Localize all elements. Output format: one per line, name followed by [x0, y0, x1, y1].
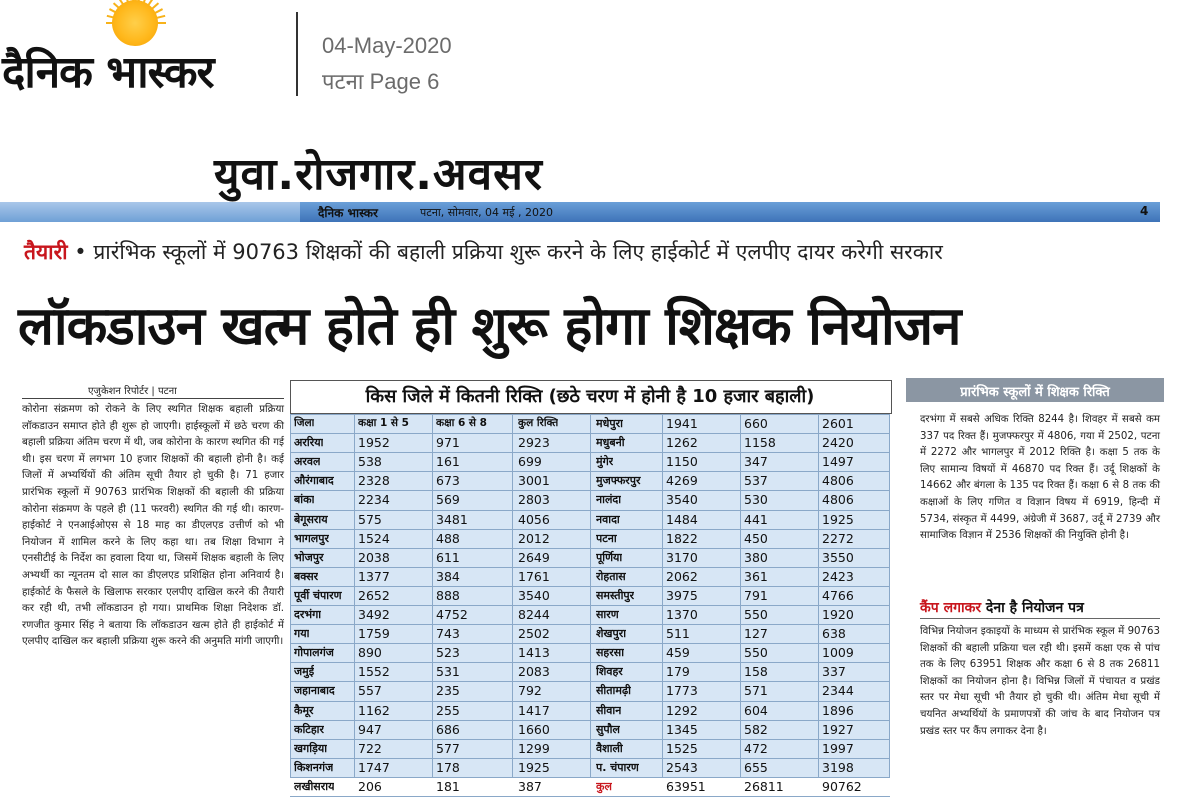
table-column-rule	[354, 414, 355, 778]
table-cell: जहानाबाद	[294, 684, 335, 698]
table-cell: 2601	[822, 416, 854, 431]
table-cell: दरभंगा	[294, 608, 322, 621]
table-cell: 4269	[666, 473, 698, 489]
headline: लॉकडाउन खत्म होते ही शुरू होगा शिक्षक नियोजन	[18, 296, 961, 357]
table-cell: 2543	[666, 759, 698, 775]
table-cell: 255	[436, 702, 460, 718]
kicker	[24, 238, 943, 266]
table-cell: 8244	[518, 607, 550, 622]
table-cell: 1292	[666, 702, 698, 718]
table-cell: 2083	[518, 664, 550, 680]
table-cell: 450	[744, 530, 768, 546]
table-cell: 1150	[666, 454, 698, 470]
table-cell: 1927	[822, 721, 854, 737]
table-cell: 1896	[822, 702, 854, 718]
table-cell: 161	[436, 454, 460, 470]
table-cell: 181	[436, 778, 460, 794]
table-cell: 337	[822, 664, 846, 680]
table-cell: मधेपुरा	[596, 417, 623, 430]
table-cell: 530	[744, 492, 768, 508]
sidebar-body-2: विभिन्न नियोजन इकाइयों के माध्यम से प्रारंभिक स्कूल में 90763 शिक्षकों की बहाली प्रक्रिया चल रही थी। इसमें कक्षा एक से पांच तक के लिए 63951 शिक्षक और कक्षा 6 से 8 तक 26811 शिक्षकों का नियोजन होना है। विभिन्न जिलों में पंचायत व प्रखंड स्तर पर मेधा सूची भी तैयार हो चुकी थी। अंतिम मेधा सूची में चयनित अभ्यर्थियों के प्रमाणपत्रों की जांच के बाद नियोजन पत्र प्रखंड स्तर पर कैंप लगाकर देना है।	[920, 626, 1160, 737]
table-cell: 1158	[744, 435, 776, 451]
table-cell: किशनगंज	[294, 760, 334, 774]
table-cell: 1925	[518, 759, 550, 775]
table-cell: शेखपुरा	[596, 627, 627, 641]
table-cell: 179	[666, 664, 690, 680]
table-column-rule	[290, 414, 291, 778]
table-column-rule	[590, 414, 591, 778]
table-cell: 699	[518, 454, 542, 470]
table-cell: 2272	[822, 530, 854, 546]
table-cell: जिला	[294, 417, 315, 429]
table-cell: 3975	[666, 587, 698, 603]
table-cell: 361	[744, 568, 768, 584]
table-cell: 511	[666, 626, 690, 642]
table-cell: 1370	[666, 607, 698, 622]
band-publication: दैनिक भास्कर	[318, 206, 378, 220]
table-cell: 1761	[518, 568, 550, 584]
table-cell: 2234	[358, 492, 390, 508]
table-cell: 2423	[822, 568, 854, 584]
table-cell: 380	[744, 549, 768, 565]
table-cell: कुल रिक्ति	[518, 417, 559, 429]
table-cell: 791	[744, 587, 768, 603]
table-cell: 743	[436, 626, 460, 642]
table-cell: कक्षा 6 से 8	[436, 417, 487, 429]
table-cell: 2803	[518, 492, 550, 508]
table-cell: 2062	[666, 568, 698, 584]
table-cell: 2652	[358, 587, 390, 603]
table-cell: 1997	[822, 740, 854, 756]
table-cell: 3540	[666, 492, 698, 508]
table-cell: 4766	[822, 587, 854, 603]
table-cell: 441	[744, 511, 768, 527]
table-cell: 63951	[666, 778, 706, 794]
table-cell: 384	[436, 568, 460, 584]
edition-date: 04-May-2020	[322, 33, 452, 58]
table-cell: बेगूसराय	[294, 512, 328, 526]
subhead-rest: देना है नियोजन पत्र	[981, 600, 1084, 616]
table-cell: सहरसा	[596, 646, 625, 660]
table-cell: 1484	[666, 511, 698, 527]
table-cell: 4806	[822, 492, 854, 508]
table-cell: कटिहार	[294, 722, 325, 736]
table-title: किस जिले में कितनी रिक्ति (छठे चरण में होनी है 10 हजार बहाली)	[365, 386, 815, 407]
table-cell: भागलपुर	[294, 531, 329, 545]
table-cell: 127	[744, 626, 768, 642]
table-cell: 1941	[666, 416, 698, 431]
table-cell: अरवल	[294, 455, 321, 469]
table-cell: 2038	[358, 549, 390, 565]
masthead-logo	[0, 0, 290, 100]
table-cell: 178	[436, 759, 460, 775]
table-cell: 26811	[744, 778, 784, 794]
table-cell: 90762	[822, 778, 862, 794]
logo-text: दैनिक भास्कर	[2, 47, 214, 98]
table-cell: 2420	[822, 435, 854, 451]
table-cell: बांका	[294, 493, 315, 507]
table-cell: 2328	[358, 473, 390, 489]
table-cell: 604	[744, 702, 768, 718]
table-cell: 4806	[822, 473, 854, 489]
table-column-rule	[432, 414, 433, 778]
table-cell: 3550	[822, 549, 854, 565]
table-cell: 571	[744, 683, 768, 699]
table-cell: 3198	[822, 759, 854, 775]
table-cell: 557	[358, 683, 382, 699]
table-cell: 550	[744, 645, 768, 661]
table-cell: 1525	[666, 740, 698, 756]
table-column-rule	[512, 414, 513, 778]
sidebar-subhead	[920, 598, 1084, 617]
table-cell: 947	[358, 721, 382, 737]
table-cell: 1299	[518, 740, 550, 756]
table-cell: 1262	[666, 435, 698, 451]
table-cell: 660	[744, 416, 768, 431]
table-cell: मधुबनी	[596, 436, 625, 450]
table-cell: 1822	[666, 530, 698, 546]
table-cell: 1524	[358, 530, 390, 546]
table-cell: 1925	[822, 511, 854, 527]
byline-rule	[22, 398, 284, 399]
table-cell: 971	[436, 435, 460, 451]
table-cell: रोहतास	[596, 569, 626, 583]
table-cell: 387	[518, 778, 542, 794]
sidebar-title: प्रारंभिक स्कूलों में शिक्षक रिक्ति	[960, 385, 1110, 400]
table-cell: सीवान	[596, 703, 622, 717]
table-cell: 888	[436, 587, 460, 603]
table-cell: 1952	[358, 435, 390, 451]
table-cell: 3540	[518, 587, 550, 603]
section-title: युवा.रोजगार.अवसर	[214, 149, 543, 200]
table-cell: 792	[518, 683, 542, 699]
table-cell: गया	[294, 627, 310, 641]
table-cell: नवादा	[596, 512, 620, 526]
table-cell: 206	[358, 778, 382, 794]
table-cell: 673	[436, 473, 460, 489]
table-cell: प. चंपारण	[596, 760, 639, 774]
table-cell: 235	[436, 683, 460, 699]
table-cell: 1773	[666, 683, 698, 699]
table-column-rule	[740, 414, 741, 778]
table-cell: 1759	[358, 626, 390, 642]
table-cell: मुजफ्फरपुर	[596, 474, 641, 488]
table-cell: पटना	[596, 531, 617, 545]
byline: एजुकेशन रिपोर्टर | पटना	[88, 386, 177, 397]
table-cell: 582	[744, 721, 768, 737]
table-cell: 1552	[358, 664, 390, 680]
table-cell: लखीसराय	[294, 779, 335, 793]
table-cell: 459	[666, 645, 690, 661]
table-column-rule	[818, 414, 819, 778]
table-column-rule	[889, 414, 890, 778]
kicker-text: • प्रारंभिक स्कूलों में 90763 शिक्षकों की बहाली प्रक्रिया शुरू करने के लिए हाईकोर्ट में एलपीए दायर करेगी सरकार	[67, 240, 943, 264]
table-cell: वैशाली	[596, 741, 623, 755]
table-cell: कक्षा 1 से 5	[358, 417, 409, 429]
header-band-accent	[0, 202, 300, 222]
table-cell: 1920	[822, 607, 854, 622]
table-cell: 158	[744, 664, 768, 680]
table-cell: खगड़िया	[294, 741, 328, 755]
table-cell: 569	[436, 492, 460, 508]
table-cell: पूर्णिया	[596, 550, 623, 564]
table-cell: कैमूर	[294, 703, 314, 717]
table-cell: 550	[744, 607, 768, 622]
table-cell: 2502	[518, 626, 550, 642]
table-cell: नालंदा	[596, 493, 622, 507]
table-cell: 722	[358, 740, 382, 756]
table-cell: अररिया	[294, 436, 324, 450]
table-cell: समस्तीपुर	[596, 588, 635, 602]
table-cell: 538	[358, 454, 382, 470]
table-cell: गोपालगंज	[294, 646, 334, 660]
table-cell: सारण	[596, 608, 619, 621]
table-cell: कुल	[596, 779, 612, 793]
table-cell: 1377	[358, 568, 390, 584]
table-cell: 1497	[822, 454, 854, 470]
subhead-rule	[920, 618, 1160, 619]
table-cell: 1417	[518, 702, 550, 718]
table-cell: 655	[744, 759, 768, 775]
table-column-rule	[662, 414, 663, 778]
table-cell: 575	[358, 511, 382, 527]
table-cell: 2344	[822, 683, 854, 699]
table-cell: 1660	[518, 721, 550, 737]
table-cell: 523	[436, 645, 460, 661]
table-cell: 1162	[358, 702, 390, 718]
table-cell: मुंगेर	[596, 455, 614, 469]
table-cell: 472	[744, 740, 768, 756]
masthead-divider	[296, 12, 298, 96]
table-cell: 638	[822, 626, 846, 642]
band-place-date: पटना, सोमवार, 04 मई , 2020	[420, 206, 554, 219]
table-cell: सीतामढ़ी	[596, 684, 632, 698]
table-cell: 2923	[518, 435, 550, 451]
table-cell: 1345	[666, 721, 698, 737]
table-cell: 3492	[358, 607, 390, 622]
table-cell: 537	[744, 473, 768, 489]
table-cell: 2649	[518, 549, 550, 565]
table-cell: 488	[436, 530, 460, 546]
table-cell: शिवहर	[596, 665, 623, 679]
table-cell: 686	[436, 721, 460, 737]
edition-page: पटना Page 6	[322, 69, 440, 94]
table-cell: औरंगाबाद	[294, 474, 334, 488]
table-cell: 1747	[358, 759, 390, 775]
table-cell: 577	[436, 740, 460, 756]
sidebar-body: दरभंगा में सबसे अधिक रिक्ति 8244 है। शिवहर में सबसे कम 337 पद रिक्त हैं। मुजफ्फरपुर में 4806, गया में 2502, पटना में 2272 और भागलपुर में 2012 रिक्ति है। कक्षा 5 तक के लिए सामान्य विषयों में 46870 पद रिक्त हैं। उर्दू शिक्षकों के 14662 और बंगला के 135 पद रिक्त हैं। कक्षा 6 से 8 तक की कक्षाओं के लिए गणित व विज्ञान विषय में 6919, हिन्दी में 5734, संस्कृत में 4499, अंग्रेजी में 3687, उर्दू में 2739 और सामाजिक विज्ञान में 2536 शिक्षकों की नियुक्ति होनी है।	[920, 414, 1160, 542]
kicker-tag: तैयारी	[24, 240, 68, 264]
table-cell: 890	[358, 645, 382, 661]
table-cell: 4056	[518, 511, 550, 527]
story-body: कोरोना संक्रमण को रोकने के लिए स्थगित शिक्षक बहाली प्रक्रिया लॉकडाउन समाप्त होते ही शुरू हो जाएगी। हाईस्कूलों में छठे चरण की बहाली प्रक्रिया अंतिम चरण में थी, जब कोरोना के कारण स्थगित की गई थी। इस चरण में लगभग 10 हजार शिक्षकों की बहाली होनी है। कई जिलों में अभ्यर्थियों की अंतिम सूची तैयार हो चुकी है। 71 हजार प्रारंभिक स्कूलों में 90763 प्रारंभिक शिक्षकों की बहाली की प्रक्रिया कोरोना संक्रमण के पहले ही (11 फरवरी) स्थगित की गई थी। कारण- हाईकोर्ट ने एनआईओएस से 18 माह का डीएलएड उत्तीर्ण को भी नियोजन में शामिल करने के लिए कहा था। तब शिक्षा विभाग ने एनसीटीई के निर्देश का हवाला दिया था, जिसमें शिक्षक बहाली के लिए अभ्यर्थी का न्यूनतम दो साल का डीएलएड प्रशिक्षित होना अनिवार्य है। हाईकोर्ट के फैसले के खिलाफ सरकार एलपीए दाखिल करने की तैयारी कर रही थी, तभी लॉकडाउन हो गया। प्राथमिक शिक्षा निदेशक डॉ. रणजीत कुमार सिंह ने बताया कि लॉकडाउन खत्म होते ही हाईकोर्ट में एलपीए दाखिल कर बहाली प्रक्रिया शुरू करने की अनुमति मांगी जाएगी।	[22, 404, 284, 648]
table-cell: 531	[436, 664, 460, 680]
band-page-number: 4	[1140, 204, 1149, 218]
subhead-highlight: कैंप लगाकर	[920, 600, 982, 616]
table-cell: सुपौल	[596, 722, 620, 736]
table-cell: 3170	[666, 549, 698, 565]
table-cell: 611	[436, 549, 460, 565]
table-cell: पूर्वी चंपारण	[294, 588, 342, 602]
table-cell: बक्सर	[294, 569, 319, 583]
table-cell: 1413	[518, 645, 550, 661]
table-cell: 2012	[518, 530, 550, 546]
table-cell: 3001	[518, 473, 550, 489]
table-cell: भोजपुर	[294, 550, 324, 564]
vacancy-table	[290, 414, 890, 794]
table-cell: 4752	[436, 607, 468, 622]
table-cell: जमुई	[294, 665, 315, 679]
table-cell: 347	[744, 454, 768, 470]
table-cell: 3481	[436, 511, 468, 527]
table-cell: 1009	[822, 645, 854, 661]
